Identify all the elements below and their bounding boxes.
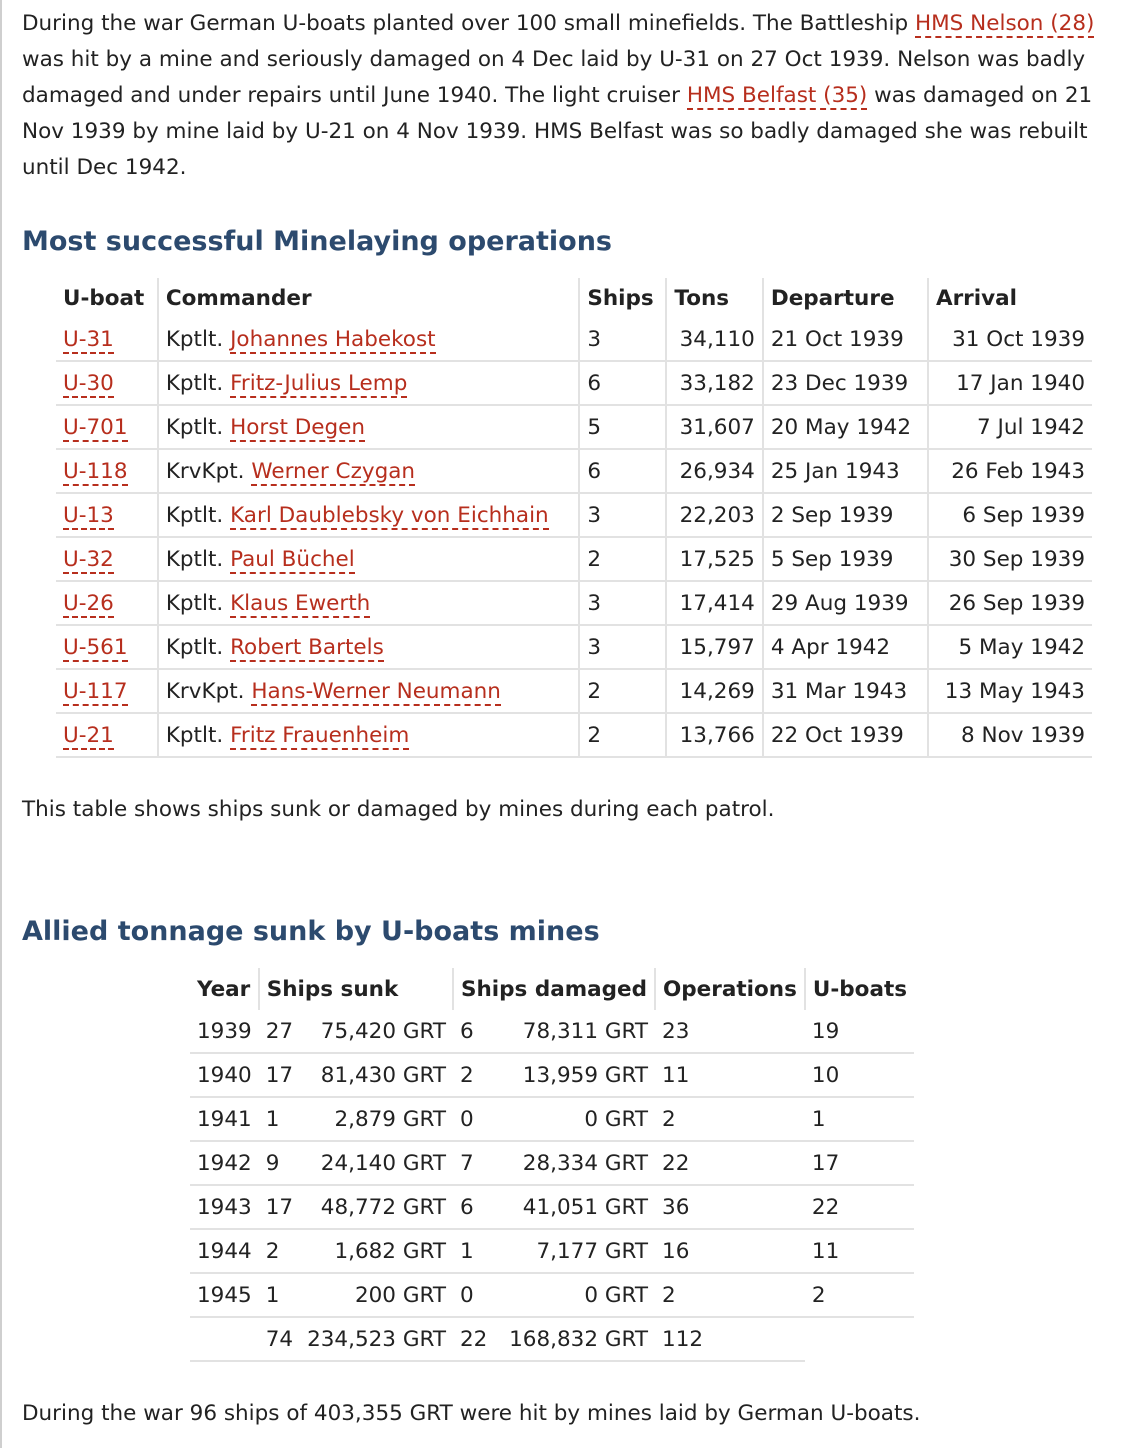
commander-link[interactable]: Fritz Frauenheim (230, 722, 410, 748)
sunk-count-cell: 9 (259, 1141, 300, 1185)
commander-link[interactable]: Fritz-Julius Lemp (230, 370, 408, 396)
tons-cell: 13,766 (666, 713, 762, 757)
uboat-cell (56, 537, 158, 581)
commander-link[interactable]: Horst Degen (230, 414, 365, 440)
operations-cell: 11 (655, 1053, 805, 1097)
col-ships-damaged: Ships damaged (453, 968, 655, 1010)
table-row (56, 318, 1092, 361)
uboat-cell (56, 405, 158, 449)
total-operations-cell: 112 (655, 1317, 805, 1361)
tons-cell: 33,182 (666, 361, 762, 405)
table-row (56, 581, 1092, 625)
operations-cell: 23 (655, 1010, 805, 1053)
col-uboats: U-boats (812, 976, 908, 1002)
table-row (190, 1053, 914, 1097)
minelaying-operations-table (56, 278, 1092, 758)
table-row (56, 713, 1092, 757)
departure-cell: 20 May 1942 (763, 405, 928, 449)
damaged-count-cell: 7 (453, 1141, 496, 1185)
departure-cell: 4 Apr 1942 (763, 625, 928, 669)
ships-cell: 5 (579, 405, 666, 449)
table-row (190, 1273, 914, 1317)
table-row (190, 1141, 914, 1185)
arrival-cell: 30 Sep 1939 (928, 537, 1092, 581)
ships-cell: 6 (579, 449, 666, 493)
commander-link[interactable]: Klaus Ewerth (230, 590, 371, 616)
arrival-cell: 8 Nov 1939 (928, 713, 1092, 757)
year-cell: 1944 (190, 1229, 259, 1273)
sunk-count-cell: 27 (259, 1010, 300, 1053)
commander-cell (158, 625, 580, 669)
allied-tonnage-table (190, 968, 914, 1362)
uboat-cell (56, 449, 158, 493)
damaged-grt-cell: 78,311 GRT (496, 1010, 655, 1053)
total-sunk-cell: 74 (259, 1317, 300, 1361)
commander-cell (158, 669, 580, 713)
summary-note: During the war 96 ships of 403,355 GRT were hit by mines laid by German U-boats. (22, 1401, 921, 1426)
damaged-grt-cell: 0 GRT (496, 1273, 655, 1317)
table-row (56, 361, 1092, 405)
departure-cell: 29 Aug 1939 (763, 581, 928, 625)
operations-cell: 2 (655, 1097, 805, 1141)
col-operations: Operations (655, 968, 805, 1010)
commander-link[interactable]: Paul Büchel (230, 546, 355, 572)
tons-cell: 15,797 (666, 625, 762, 669)
commander-cell (158, 449, 580, 493)
arrival-cell: 7 Jul 1942 (928, 405, 1092, 449)
ships-cell: 3 (579, 625, 666, 669)
sunk-grt-cell: 24,140 GRT (300, 1141, 453, 1185)
heading-allied-tonnage: Allied tonnage sunk by U-boats mines (22, 916, 600, 947)
damaged-grt-cell: 28,334 GRT (496, 1141, 655, 1185)
intro-paragraph: During the war German U-boats planted over 100 small minefields. The Battleship HMS Nelson (28) was hit by a mine and seriously damaged on 4 Dec laid by U-31 on 27 Oct 1939. Nelson was badly damaged and under repairs until June 1940. The light cruiser HMS Belfast (35) was damaged on 21 Nov 1939 by mine laid by U-21 on 4 Nov 1939. HMS Belfast was so badly damaged she was rebuilt until Dec 1942. (22, 11, 1095, 180)
table-row (56, 405, 1092, 449)
uboats-cell: 2 (805, 1273, 914, 1317)
commander-cell (158, 493, 580, 537)
damaged-count-cell: 0 (453, 1273, 496, 1317)
uboat-cell (56, 361, 158, 405)
commander-rank: Kptlt. (165, 722, 224, 748)
ships-cell: 2 (579, 537, 666, 581)
year-cell: 1941 (190, 1097, 259, 1141)
damaged-grt-cell: 13,959 GRT (496, 1053, 655, 1097)
col-uboat: U-boat (56, 278, 158, 318)
table-row (190, 1185, 914, 1229)
commander-cell (158, 318, 580, 361)
heading-minelaying-operations: Most successful Minelaying operations (22, 226, 613, 257)
arrival-cell: 6 Sep 1939 (928, 493, 1092, 537)
sunk-grt-cell: 75,420 GRT (300, 1010, 453, 1053)
total-sunk-grt-cell: 234,523 GRT (300, 1317, 453, 1361)
damaged-count-cell: 6 (453, 1185, 496, 1229)
uboat-cell (56, 318, 158, 361)
col-arrival: Arrival (935, 285, 1018, 311)
sunk-grt-cell: 2,879 GRT (300, 1097, 453, 1141)
uboat-cell (56, 669, 158, 713)
col-ships: Ships (579, 278, 666, 318)
tons-cell: 34,110 (666, 318, 762, 361)
arrival-cell: 26 Sep 1939 (928, 581, 1092, 625)
commander-rank: Kptlt. (165, 414, 224, 440)
tons-cell: 14,269 (666, 669, 762, 713)
arrival-cell: 31 Oct 1939 (928, 318, 1092, 361)
uboat-link[interactable]: U-118 (63, 458, 128, 484)
left-border (0, 0, 2, 1448)
ships-cell: 2 (579, 713, 666, 757)
sunk-count-cell: 2 (259, 1229, 300, 1273)
commander-rank: Kptlt. (165, 590, 224, 616)
ships-cell: 3 (579, 581, 666, 625)
uboat-cell (56, 625, 158, 669)
damaged-grt-cell: 0 GRT (496, 1097, 655, 1141)
total-damaged-grt-cell: 168,832 GRT (496, 1317, 655, 1361)
departure-cell: 31 Mar 1943 (763, 669, 928, 713)
tons-cell: 17,525 (666, 537, 762, 581)
ships-cell: 6 (579, 361, 666, 405)
uboats-cell: 22 (805, 1185, 914, 1229)
table-row (56, 493, 1092, 537)
commander-link[interactable]: Johannes Habekost (230, 326, 436, 352)
commander-rank: KrvKpt. (165, 458, 245, 484)
departure-cell: 22 Oct 1939 (763, 713, 928, 757)
arrival-cell: 13 May 1943 (928, 669, 1092, 713)
ships-cell: 3 (579, 493, 666, 537)
sunk-count-cell: 17 (259, 1185, 300, 1229)
commander-rank: Kptlt. (165, 326, 224, 352)
damaged-count-cell: 1 (453, 1229, 496, 1273)
operations-cell: 36 (655, 1185, 805, 1229)
ships-cell: 3 (579, 318, 666, 361)
uboat-link[interactable]: U-32 (63, 546, 114, 572)
sunk-grt-cell: 1,682 GRT (300, 1229, 453, 1273)
uboats-cell: 17 (805, 1141, 914, 1185)
col-tons: Tons (666, 278, 762, 318)
uboat-cell (56, 713, 158, 757)
col-commander: Commander (158, 278, 580, 318)
totals-label-cell (190, 1317, 259, 1361)
damaged-count-cell: 0 (453, 1097, 496, 1141)
table-row (56, 669, 1092, 713)
arrival-cell: 17 Jan 1940 (928, 361, 1092, 405)
year-cell: 1945 (190, 1273, 259, 1317)
sunk-count-cell: 1 (259, 1097, 300, 1141)
year-cell: 1940 (190, 1053, 259, 1097)
commander-rank: Kptlt. (165, 370, 224, 396)
uboat-link[interactable]: U-701 (63, 414, 128, 440)
operations-cell: 2 (655, 1273, 805, 1317)
commander-cell (158, 581, 580, 625)
col-departure: Departure (763, 278, 928, 318)
uboat-link[interactable]: U-117 (63, 678, 128, 704)
table-row (56, 449, 1092, 493)
year-cell: 1939 (190, 1010, 259, 1053)
uboat-link[interactable]: U-561 (63, 634, 128, 660)
departure-cell: 5 Sep 1939 (763, 537, 928, 581)
commander-rank: Kptlt. (165, 634, 224, 660)
commander-rank: Kptlt. (165, 502, 224, 528)
table-row (190, 1229, 914, 1273)
uboat-cell (56, 493, 158, 537)
arrival-cell: 5 May 1942 (928, 625, 1092, 669)
commander-link[interactable]: Robert Bartels (230, 634, 384, 660)
damaged-count-cell: 2 (453, 1053, 496, 1097)
departure-cell: 23 Dec 1939 (763, 361, 928, 405)
operations-cell: 22 (655, 1141, 805, 1185)
departure-cell: 2 Sep 1939 (763, 493, 928, 537)
table-row (56, 625, 1092, 669)
year-cell: 1943 (190, 1185, 259, 1229)
departure-cell: 21 Oct 1939 (763, 318, 928, 361)
table-row (190, 1010, 914, 1053)
link-hms-nelson[interactable]: HMS Nelson (28) (914, 11, 1095, 36)
sunk-grt-cell: 48,772 GRT (300, 1185, 453, 1229)
total-damaged-cell: 22 (453, 1317, 496, 1361)
damaged-count-cell: 6 (453, 1010, 496, 1053)
damaged-grt-cell: 7,177 GRT (496, 1229, 655, 1273)
sunk-grt-cell: 81,430 GRT (300, 1053, 453, 1097)
tons-cell: 17,414 (666, 581, 762, 625)
commander-rank: Kptlt. (165, 546, 224, 572)
ships-cell: 2 (579, 669, 666, 713)
uboat-link[interactable]: U-26 (63, 590, 114, 616)
sunk-count-cell: 17 (259, 1053, 300, 1097)
tons-cell: 26,934 (666, 449, 762, 493)
commander-link[interactable]: Karl Daublebsky von Eichhain (230, 502, 549, 528)
uboats-cell: 1 (805, 1097, 914, 1141)
commander-cell (158, 405, 580, 449)
total-uboats-cell (805, 1317, 914, 1361)
table-row (56, 537, 1092, 581)
arrival-cell: 26 Feb 1943 (928, 449, 1092, 493)
sunk-grt-cell: 200 GRT (300, 1273, 453, 1317)
totals-row (190, 1317, 914, 1361)
uboat-link[interactable]: U-31 (63, 326, 114, 352)
table-note: This table shows ships sunk or damaged by mines during each patrol. (22, 797, 775, 822)
col-ships-sunk: Ships sunk (259, 968, 453, 1010)
commander-cell (158, 537, 580, 581)
commander-cell (158, 713, 580, 757)
uboat-cell (56, 581, 158, 625)
operations-cell: 16 (655, 1229, 805, 1273)
year-cell: 1942 (190, 1141, 259, 1185)
uboat-link[interactable]: U-13 (63, 502, 114, 528)
commander-link[interactable]: Werner Czygan (251, 458, 416, 484)
col-year: Year (190, 968, 259, 1010)
uboat-link[interactable]: U-30 (63, 370, 114, 396)
tons-cell: 22,203 (666, 493, 762, 537)
uboat-link[interactable]: U-21 (63, 722, 114, 748)
commander-cell (158, 361, 580, 405)
uboats-cell: 19 (805, 1010, 914, 1053)
departure-cell: 25 Jan 1943 (763, 449, 928, 493)
commander-link[interactable]: Hans-Werner Neumann (251, 678, 501, 704)
uboats-cell: 10 (805, 1053, 914, 1097)
sunk-count-cell: 1 (259, 1273, 300, 1317)
tons-cell: 31,607 (666, 405, 762, 449)
link-hms-belfast[interactable]: HMS Belfast (35) (686, 83, 868, 108)
table-row (190, 1097, 914, 1141)
damaged-grt-cell: 41,051 GRT (496, 1185, 655, 1229)
commander-rank: KrvKpt. (165, 678, 245, 704)
uboats-cell: 11 (805, 1229, 914, 1273)
